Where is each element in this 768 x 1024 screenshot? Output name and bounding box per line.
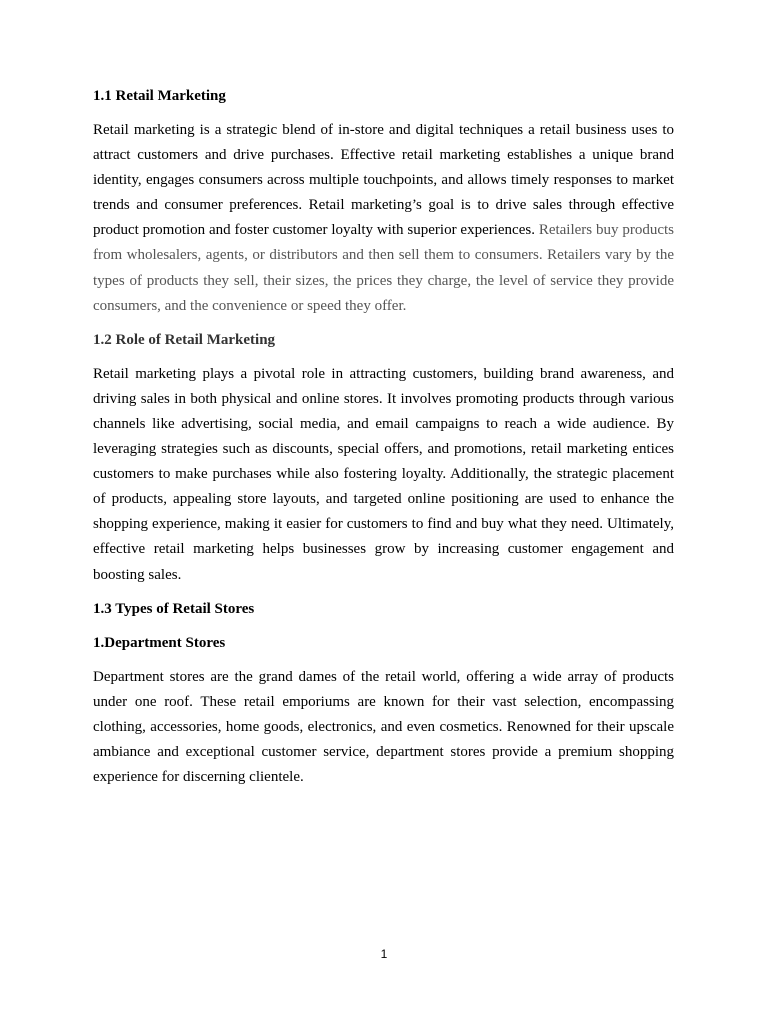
paragraph-retail-marketing-grey: Retailers buy products from wholesalers, agents, or distributors and then sell them to consumers. Retailers vary by the types of products they sell, their sizes, the prices they charge, the level of service they provide consumers, and the convenience or speed they offer.: [93, 222, 674, 314]
page-number: 1: [380, 947, 388, 961]
paragraph-department-stores: Department stores are the grand dames of the retail world, offering a wide array of products under one roof. These retail emporiums are known for their vast selection, encompassing clothing, accessories, home goods, electronics, and even cosmetics. Renowned for their upscale ambiance and exceptional customer service, department stores provide a premium shopping experience for discerning clientele.: [93, 668, 674, 785]
section-heading-department-stores: 1.Department Stores: [93, 634, 226, 651]
section-heading-retail-marketing: 1.1 Retail Marketing: [93, 88, 226, 104]
paragraph-role-of-retail-marketing: Retail marketing plays a pivotal role in attracting customers, building brand awareness, and driving sales in both physical and online stores. It involves promoting products through various channels like advertising, social media, and email campaigns to reach a wide audience. By leveraging strategies such as discounts, special offers, and promotions, retail marketing entices customers to make purchases while also fostering loyalty. Additionally, the strategic placement of products, appealing store layouts, and targeted online positioning are used to enhance the shopping experience, making it easier for customers to find and buy what they need. Ultimately, effective retail marketing helps businesses grow by increasing customer engagement and boosting sales.: [93, 365, 674, 583]
paragraph-retail-marketing-main: Retail marketing is a strategic blend of in-store and digital techniques a retail business uses to attract customers and drive purchases. Effective retail marketing establishes a unique brand identity, engages consumers across multiple touchpoints, and allows timely responses to market trends and consumer preferences. Retail marketing’s goal is to drive sales through effective product promotion and foster customer loyalty with superior experiences.: [93, 122, 674, 239]
section-heading-role-of-retail-marketing: 1.2 Role of Retail Marketing: [93, 331, 276, 348]
section-heading-types-of-retail-stores: 1.3 Types of Retail Stores: [93, 600, 255, 617]
paragraph-retail-marketing: [93, 118, 674, 319]
document-page: [93, 84, 674, 790]
